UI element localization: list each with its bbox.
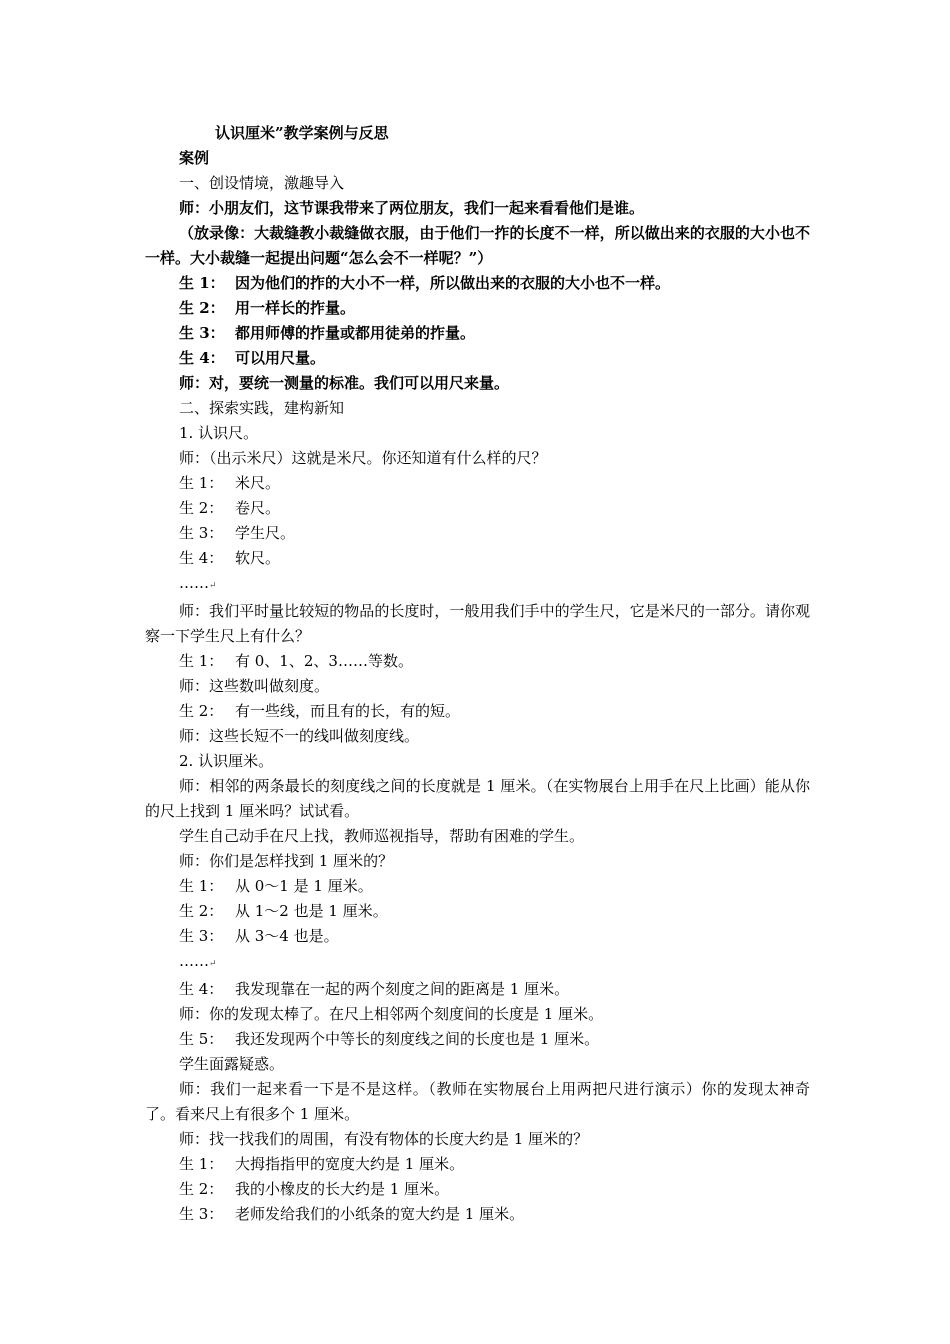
speaker-label: 生 3： xyxy=(179,324,225,342)
part2-heading: 二、探索实践，建构新知 xyxy=(179,399,345,417)
student-line xyxy=(145,1202,810,1227)
student-line xyxy=(145,271,810,296)
speech-text: 老师发给我们的小纸条的宽大约是 1 厘米。 xyxy=(235,1205,525,1223)
student-line xyxy=(145,977,810,1002)
speech-text: 大拇指指甲的宽度大约是 1 厘米。 xyxy=(235,1155,465,1173)
speaker-label: 生 4： xyxy=(179,549,224,567)
speaker-label: 生 2： xyxy=(179,499,224,517)
speech-text: 我的小橡皮的长大约是 1 厘米。 xyxy=(235,1180,450,1198)
speaker-label: 生 2： xyxy=(179,902,224,920)
student-line xyxy=(145,1027,810,1052)
speech-text: 我发现靠在一起的两个刻度之间的距离是 1 厘米。 xyxy=(235,980,570,998)
speech-text: 都用师傅的拃量或都用徒弟的拃量。 xyxy=(235,324,476,342)
student-line xyxy=(145,496,810,521)
narration-line: 学生自己动手在尺上找，教师巡视指导，帮助有困难的学生。 xyxy=(179,827,585,845)
student-line xyxy=(145,874,810,899)
part1-heading: 一、创设情境，激趣导入 xyxy=(179,174,345,192)
document-body xyxy=(145,121,810,1227)
student-line xyxy=(145,346,810,371)
speech-text: 从 3～4 也是。 xyxy=(235,927,339,945)
ellipsis-text: …… xyxy=(179,574,209,592)
student-line xyxy=(145,649,810,674)
speaker-label: 生 3： xyxy=(179,927,224,945)
paragraph-mark-icon: ↵ xyxy=(209,581,217,591)
speaker-label: 生 3： xyxy=(179,1205,224,1223)
student-line xyxy=(145,899,810,924)
student-line xyxy=(145,471,810,496)
speaker-label: 生 2： xyxy=(179,299,225,317)
speech-text: 有 0、1、2、3……等数。 xyxy=(235,652,413,670)
subheading: 2. 认识厘米。 xyxy=(179,752,274,770)
teacher-line: 师：我们一起来看一下是不是这样。（教师在实物展台上用两把尺进行演示）你的发现太神奇了。看来尺上有很多个 1 厘米。 xyxy=(145,1080,810,1123)
teacher-line: 师：这些长短不一的线叫做刻度线。 xyxy=(179,727,420,745)
speech-text: 学生尺。 xyxy=(235,524,296,542)
ellipsis-line xyxy=(145,571,810,599)
student-line xyxy=(145,296,810,321)
video-description: （放录像：大裁缝教小裁缝做衣服，由于他们一拃的长度不一样，所以做出来的衣服的大小也不一样。大小裁缝一起提出问题“怎么会不一样呢？”） xyxy=(145,224,810,267)
paragraph-mark-icon: ↵ xyxy=(209,959,217,969)
speech-text: 可以用尺量。 xyxy=(235,349,326,367)
speaker-label: 生 1： xyxy=(179,274,225,292)
ellipsis-text: …… xyxy=(179,952,209,970)
speech-text: 因为他们的拃的大小不一样，所以做出来的衣服的大小也不一样。 xyxy=(235,274,671,292)
speaker-label: 生 5： xyxy=(179,1030,224,1048)
speech-text: 我还发现两个中等长的刻度线之间的长度也是 1 厘米。 xyxy=(235,1030,600,1048)
speaker-label: 生 4： xyxy=(179,980,224,998)
teacher-line: 师：这些数叫做刻度。 xyxy=(179,677,330,695)
narration-line: 学生面露疑惑。 xyxy=(179,1055,285,1073)
speech-text: 软尺。 xyxy=(235,549,281,567)
student-line xyxy=(145,1152,810,1177)
speaker-label: 生 1： xyxy=(179,1155,224,1173)
speaker-label: 生 2： xyxy=(179,702,224,720)
student-line xyxy=(145,924,810,949)
student-line xyxy=(145,699,810,724)
teacher-line: 师：我们平时量比较短的物品的长度时，一般用我们手中的学生尺，它是米尺的一部分。请你观察一下学生尺上有什么？ xyxy=(145,602,810,645)
teacher-line: 师：相邻的两条最长的刻度线之间的长度就是 1 厘米。（在实物展台上用手在尺上比画）能从你的尺上找到 1 厘米吗？试试看。 xyxy=(145,777,810,820)
student-line xyxy=(145,321,810,346)
teacher-line: 师：找一找我们的周围，有没有物体的长度大约是 1 厘米的？ xyxy=(179,1130,589,1148)
speech-text: 有一些线，而且有的长，有的短。 xyxy=(235,702,461,720)
speaker-label: 生 1： xyxy=(179,652,224,670)
student-line xyxy=(145,1177,810,1202)
speech-text: 从 0～1 是 1 厘米。 xyxy=(235,877,373,895)
speaker-label: 生 3： xyxy=(179,524,224,542)
speaker-label: 生 2： xyxy=(179,1180,224,1198)
teacher-line: 师：你的发现太棒了。在尺上相邻两个刻度间的长度是 1 厘米。 xyxy=(179,1005,604,1023)
speech-text: 用一样长的拃量。 xyxy=(235,299,356,317)
section-label: 案例 xyxy=(179,149,210,167)
ellipsis-line xyxy=(145,949,810,977)
student-line xyxy=(145,521,810,546)
subheading: 1. 认识尺。 xyxy=(179,424,259,442)
speech-text: 米尺。 xyxy=(235,474,281,492)
speech-text: 卷尺。 xyxy=(235,499,281,517)
teacher-line: 师：小朋友们，这节课我带来了两位朋友，我们一起来看看他们是谁。 xyxy=(179,199,645,217)
teacher-line: 师：你们是怎样找到 1 厘米的？ xyxy=(179,852,394,870)
teacher-line: 师：（出示米尺）这就是米尺。你还知道有什么样的尺？ xyxy=(179,449,547,467)
speaker-label: 生 1： xyxy=(179,474,224,492)
speech-text: 从 1～2 也是 1 厘米。 xyxy=(235,902,388,920)
teacher-line: 师：对，要统一测量的标准。我们可以用尺来量。 xyxy=(179,374,510,392)
document-title: 认识厘米”教学案例与反思 xyxy=(215,124,389,142)
student-line xyxy=(145,546,810,571)
speaker-label: 生 1： xyxy=(179,877,224,895)
speaker-label: 生 4： xyxy=(179,349,225,367)
